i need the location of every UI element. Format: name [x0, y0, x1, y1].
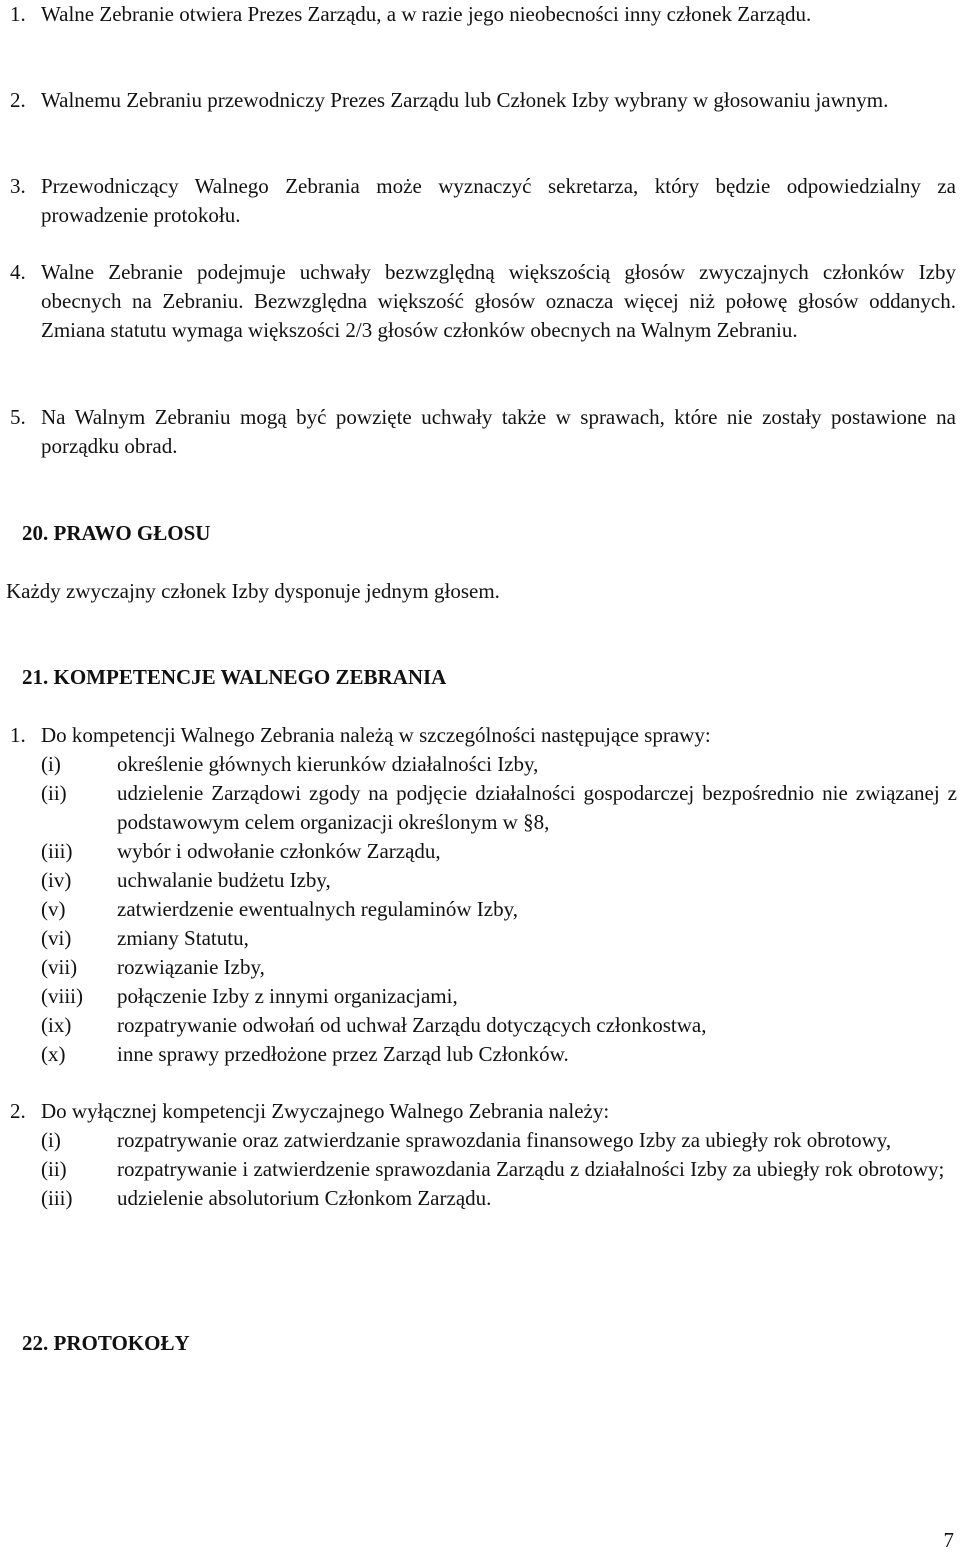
paragraph-text: Walnemu Zebraniu przewodniczy Prezes Zarządu lub Członek Izby wybrany w głosowaniu jawnym. [41, 88, 889, 112]
paragraph-2 [10, 86, 956, 115]
list-item-text: zmiany Statutu, [117, 926, 249, 950]
list-item [41, 866, 957, 895]
paragraph-4 [10, 258, 956, 345]
paragraph-1 [10, 0, 956, 29]
list-item-label: (ix) [41, 1013, 72, 1037]
list-item-text: połączenie Izby z innymi organizacjami, [117, 984, 458, 1008]
list-item [41, 1126, 957, 1155]
list-item-text: określenie głównych kierunków działalności Izby, [117, 752, 539, 776]
list-item-text: rozpatrywanie oraz zatwierdzanie sprawozdania finansowego Izby za ubiegły rok obrotowy, [117, 1128, 892, 1152]
paragraph-number: 4. [10, 260, 26, 284]
list-item-text: udzielenie absolutorium Członkom Zarządu. [117, 1186, 492, 1210]
list-item [41, 895, 957, 924]
list-item [41, 1155, 957, 1184]
list-item-label: (ii) [41, 1157, 67, 1181]
paragraph-number: 2. [10, 1099, 26, 1123]
paragraph-number: 2. [10, 88, 26, 112]
list-item [41, 750, 957, 779]
section-20-heading: 20. PRAWO GŁOSU [22, 521, 211, 545]
list-item-text: rozwiązanie Izby, [117, 955, 265, 979]
paragraph-text: Na Walnym Zebraniu mogą być powzięte uchwały także w sprawach, które nie zostały postawione na porządku obrad. [41, 405, 956, 458]
section-21-paragraph-1 [10, 721, 956, 750]
list-item-label: (x) [41, 1042, 66, 1066]
list-item-text: zatwierdzenie ewentualnych regulaminów Izby, [117, 897, 518, 921]
section-20-text: Każdy zwyczajny członek Izby dysponuje jednym głosem. [6, 579, 500, 603]
list-item-label: (ii) [41, 781, 67, 805]
paragraph-number: 1. [10, 723, 26, 747]
list-item-text: rozpatrywanie i zatwierdzenie sprawozdania Zarządu z działalności Izby za ubiegły rok obrotowy; [117, 1157, 945, 1181]
paragraph-text: Do wyłącznej kompetencji Zwyczajnego Walnego Zebrania należy: [41, 1099, 610, 1123]
paragraph-text: Do kompetencji Walnego Zebrania należą w szczególności następujące sprawy: [41, 723, 711, 747]
section-21-list-2 [41, 1126, 957, 1213]
list-item-text: wybór i odwołanie członków Zarządu, [117, 839, 441, 863]
paragraph-5 [10, 403, 956, 461]
list-item-text: uchwalanie budżetu Izby, [117, 868, 331, 892]
list-item [41, 1011, 957, 1040]
list-item-label: (viii) [41, 984, 83, 1008]
paragraph-text: Walne Zebranie podejmuje uchwały bezwzględną większością głosów zwyczajnych członków Izby obecnych na Zebraniu. Bezwzględna większość głosów oznacza więcej niż połowę głosów oddanych. Zmiana statutu wymaga większości 2/3 głosów członków obecnych na Walnym Zebraniu. [41, 260, 956, 342]
page-number: 7 [943, 1528, 954, 1552]
section-21-heading: 21. KOMPETENCJE WALNEGO ZEBRANIA [22, 665, 447, 689]
list-item-label: (vii) [41, 955, 78, 979]
list-item [41, 1184, 957, 1213]
section-22-heading: 22. PROTOKOŁY [22, 1331, 190, 1355]
list-item [41, 924, 957, 953]
paragraph-number: 5. [10, 405, 26, 429]
section-21-list-1 [41, 750, 957, 1069]
list-item-label: (iv) [41, 868, 72, 892]
paragraph-number: 3. [10, 174, 26, 198]
list-item [41, 837, 957, 866]
list-item-label: (v) [41, 897, 66, 921]
list-item-text: inne sprawy przedłożone przez Zarząd lub Członków. [117, 1042, 569, 1066]
paragraph-number: 1. [10, 2, 26, 26]
list-item [41, 982, 957, 1011]
paragraph-text: Walne Zebranie otwiera Prezes Zarządu, a w razie jego nieobecności inny członek Zarządu. [41, 2, 812, 26]
list-item-label: (i) [41, 752, 61, 776]
list-item-text: rozpatrywanie odwołań od uchwał Zarządu dotyczących członkostwa, [117, 1013, 707, 1037]
paragraph-3 [10, 172, 956, 230]
list-item [41, 953, 957, 982]
list-item-label: (iii) [41, 839, 73, 863]
list-item [41, 1040, 957, 1069]
list-item-label: (vi) [41, 926, 72, 950]
list-item [41, 779, 957, 837]
list-item-text: udzielenie Zarządowi zgody na podjęcie działalności gospodarczej bezpośrednio nie związanej z podstawowym celem organizacji określonym w §8, [117, 781, 957, 834]
list-item-label: (iii) [41, 1186, 73, 1210]
list-item-label: (i) [41, 1128, 61, 1152]
paragraph-text: Przewodniczący Walnego Zebrania może wyznaczyć sekretarza, który będzie odpowiedzialny za prowadzenie protokołu. [41, 174, 956, 227]
section-21-paragraph-2 [10, 1097, 956, 1126]
